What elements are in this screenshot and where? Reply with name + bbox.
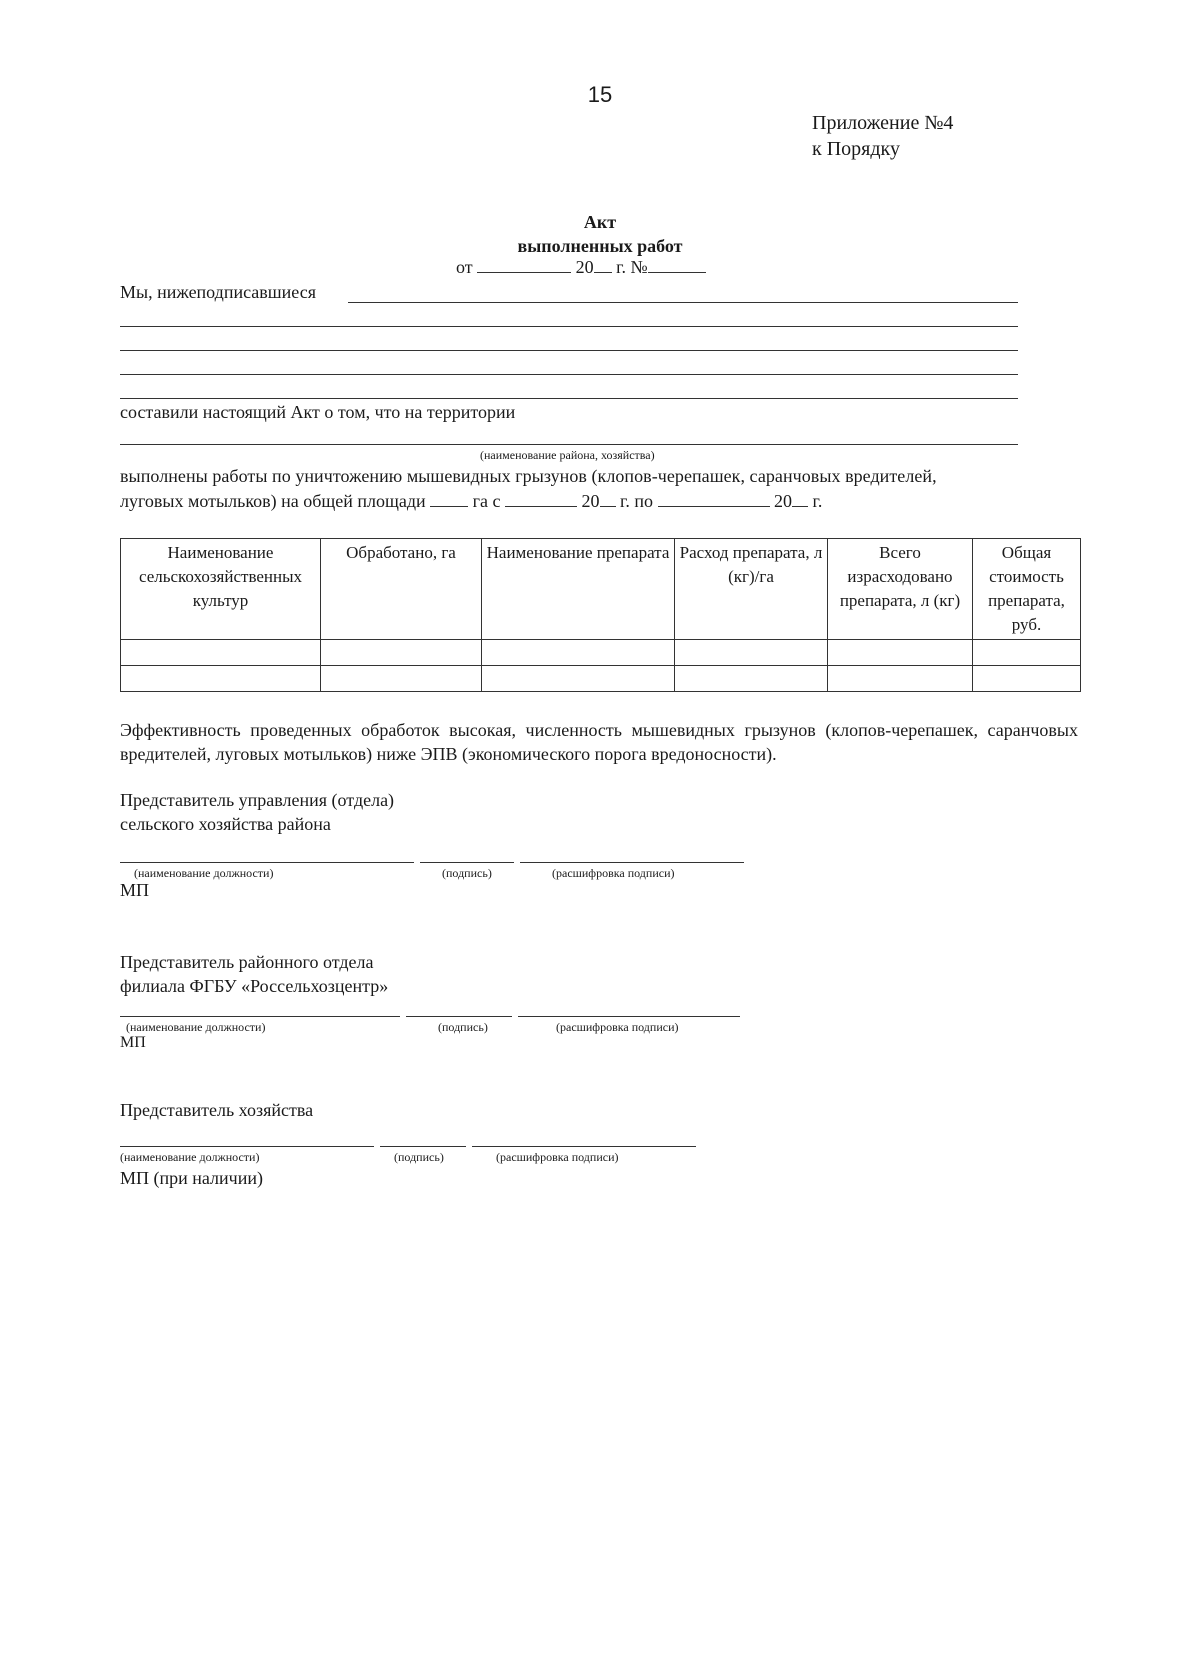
- page-number: 15: [587, 82, 613, 107]
- table-cell[interactable]: [121, 666, 321, 692]
- rep3-decoding-line[interactable]: [472, 1146, 696, 1147]
- table-cell[interactable]: [321, 666, 482, 692]
- table-cell[interactable]: [321, 640, 482, 666]
- rep2-position-caption: (наименование должности): [126, 1020, 266, 1034]
- rep1-stamp: МП: [120, 880, 150, 900]
- to-date-blank[interactable]: [658, 490, 770, 507]
- date-blank[interactable]: [477, 256, 571, 273]
- works-table: [120, 538, 1081, 692]
- composed-text: составили настоящий Акт о том, что на территории: [120, 402, 516, 422]
- works-line-1: выполнены работы по уничтожению мышевидных грызунов (клопов-черепашек, саранчовых вредителей,: [120, 466, 937, 486]
- table-header-cell: Общая стоимость препарата, руб.: [973, 539, 1081, 640]
- date-number-label: г. №: [616, 257, 648, 277]
- table-header-row: [121, 539, 1081, 640]
- signatories-line-4[interactable]: [120, 374, 1018, 375]
- region-line[interactable]: [120, 444, 1018, 445]
- table-cell[interactable]: [973, 666, 1081, 692]
- table-header-cell: Обработано, га: [321, 539, 482, 640]
- signatories-line-1[interactable]: [348, 302, 1018, 303]
- table-cell[interactable]: [828, 640, 973, 666]
- table-cell[interactable]: [675, 640, 828, 666]
- document-title: Акт: [583, 212, 617, 232]
- signatories-line-5[interactable]: [120, 398, 1018, 399]
- works-from-year: 20: [581, 491, 600, 511]
- signatories-line-3[interactable]: [120, 350, 1018, 351]
- rep2-stamp: МП: [120, 1034, 146, 1051]
- table-cell[interactable]: [973, 640, 1081, 666]
- act-number-blank[interactable]: [648, 256, 706, 273]
- appendix-reference: [812, 110, 953, 162]
- from-year-blank[interactable]: [600, 490, 616, 507]
- table-header-cell: Расход препарата, л (кг)/га: [675, 539, 828, 640]
- table-row: [121, 640, 1081, 666]
- to-year-blank[interactable]: [792, 490, 808, 507]
- works-to-label: г. по: [620, 491, 654, 511]
- rep3-position-line[interactable]: [120, 1146, 374, 1147]
- table-cell[interactable]: [828, 666, 973, 692]
- table-header-cell: Наименование сельскохозяйственных культур: [121, 539, 321, 640]
- table-header-cell: Всего израсходовано препарата, л (кг): [828, 539, 973, 640]
- region-caption: (наименование района, хозяйства): [480, 448, 655, 462]
- table-header-cell: Наименование препарата: [482, 539, 675, 640]
- rep2-title-line-1: Представитель районного отдела: [120, 952, 374, 972]
- year-blank[interactable]: [594, 256, 612, 273]
- rep1-title-line-2: сельского хозяйства района: [120, 814, 331, 834]
- rep2-title-line-2: филиала ФГБУ «Россельхозцентр»: [120, 976, 389, 996]
- table-cell[interactable]: [482, 640, 675, 666]
- rep1-signature-caption: (подпись): [442, 866, 492, 880]
- table-row: [121, 666, 1081, 692]
- rep1-signature-line[interactable]: [420, 862, 514, 863]
- signatories-line-2[interactable]: [120, 326, 1018, 327]
- rep2-signature-caption: (подпись): [438, 1020, 488, 1034]
- rep2-decoding-line[interactable]: [518, 1016, 740, 1017]
- area-blank[interactable]: [430, 490, 468, 507]
- from-date-blank[interactable]: [505, 490, 577, 507]
- signatories-label: Мы, нижеподписавшиеся: [120, 282, 316, 302]
- works-to-year: 20: [774, 491, 793, 511]
- efficiency-paragraph: Эффективность проведенных обработок высокая, численность мышевидных грызунов (клопов-черепашек, саранчовых вредителей, луговых мотыльков) ниже ЭПВ (экономического порога вредоносности).: [120, 720, 1078, 764]
- works-from-label: га с: [472, 491, 501, 511]
- rep1-title-line-1: Представитель управления (отдела): [120, 790, 395, 810]
- rep2-position-line[interactable]: [120, 1016, 400, 1017]
- works-year-suffix: г.: [812, 491, 823, 511]
- rep3-stamp: МП (при наличии): [120, 1168, 263, 1188]
- rep3-signature-caption: (подпись): [394, 1150, 444, 1164]
- date-from-label: от: [456, 257, 473, 277]
- works-area-label: луговых мотыльков) на общей площади: [120, 491, 426, 511]
- works-line-2: [120, 490, 822, 512]
- rep2-signature-line[interactable]: [406, 1016, 512, 1017]
- date-line: [456, 256, 706, 278]
- table-cell[interactable]: [675, 666, 828, 692]
- table-cell[interactable]: [121, 640, 321, 666]
- rep3-position-caption: (наименование должности): [120, 1150, 260, 1164]
- appendix-line-1: Приложение №4: [812, 112, 954, 134]
- appendix-line-2: к Порядку: [812, 138, 900, 160]
- rep1-position-line[interactable]: [120, 862, 414, 863]
- rep1-position-caption: (наименование должности): [134, 866, 274, 880]
- rep1-decoding-caption: (расшифровка подписи): [552, 866, 675, 880]
- rep3-title: Представитель хозяйства: [120, 1100, 314, 1120]
- table-cell[interactable]: [482, 666, 675, 692]
- document-subtitle: выполненных работ: [517, 236, 683, 256]
- rep3-decoding-caption: (расшифровка подписи): [496, 1150, 619, 1164]
- rep2-decoding-caption: (расшифровка подписи): [556, 1020, 679, 1034]
- rep1-decoding-line[interactable]: [520, 862, 744, 863]
- rep3-signature-line[interactable]: [380, 1146, 466, 1147]
- date-year-label: 20: [575, 257, 594, 277]
